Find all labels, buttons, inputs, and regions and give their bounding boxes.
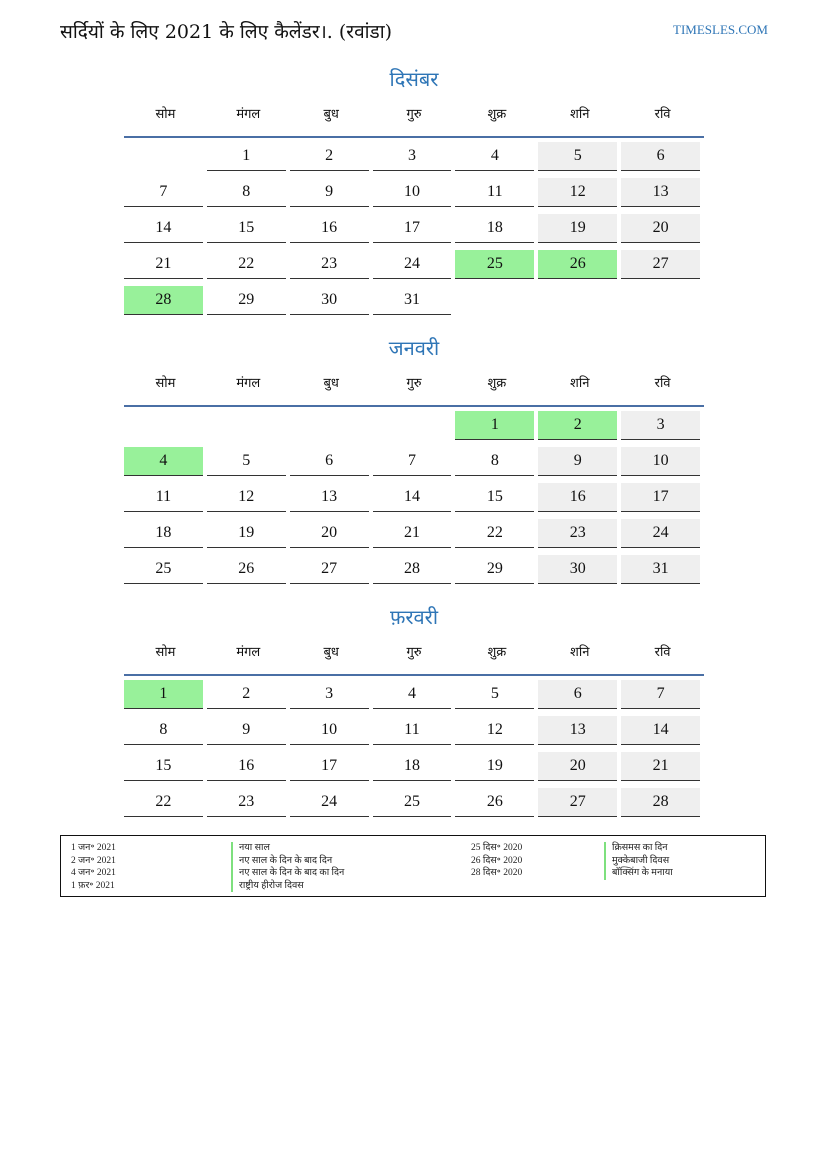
day-number: 15 [124,752,203,781]
day-number: 4 [455,142,534,171]
day-cell[interactable] [621,443,704,479]
day-number: 23 [290,250,369,279]
day-number: 17 [373,214,452,243]
holiday-name: नए साल के दिन के बाद का दिन [231,867,344,880]
weekday-label: शुक्र [487,376,507,391]
day-number: 6 [538,680,617,709]
empty-cell [373,407,456,443]
day-cell[interactable] [290,210,373,246]
day-number: 24 [621,519,700,548]
day-number: 3 [621,411,700,440]
day-number: 23 [207,788,286,817]
day-number: 16 [290,214,369,243]
day-number: 31 [621,555,700,584]
day-number: 27 [621,250,700,279]
day-cell[interactable] [124,210,207,246]
week-row [124,551,704,587]
empty-cell [207,407,290,443]
week-row [124,712,704,748]
day-number: 5 [538,142,617,171]
day-cell[interactable] [621,174,704,210]
day-cell[interactable] [290,515,373,551]
day-cell[interactable] [621,407,704,443]
day-cell[interactable] [621,479,704,515]
day-cell[interactable] [373,138,456,174]
day-cell[interactable] [455,443,538,479]
day-number: 5 [455,680,534,709]
empty-cell [621,282,704,318]
weekday-label: बुध [323,376,339,391]
day-number: 11 [373,716,452,745]
day-number: 4 [124,447,203,476]
weekday-label: शुक्र [487,107,507,122]
day-cell[interactable] [207,515,290,551]
day-number: 26 [207,555,286,584]
empty-cell [538,282,621,318]
day-number [621,286,700,315]
month-calendar [124,602,704,820]
day-number: 12 [455,716,534,745]
day-cell[interactable] [373,174,456,210]
day-cell[interactable] [207,551,290,587]
holiday-name: क्रिसमस का दिन [604,842,673,855]
day-number [124,142,203,171]
holiday-date: 28 दिस॰ 2020 [471,868,523,879]
day-cell[interactable] [290,676,373,712]
month-calendar [124,64,704,318]
day-cell[interactable] [124,282,207,318]
day-cell[interactable] [621,748,704,784]
day-cell[interactable] [124,712,207,748]
day-number: 14 [373,483,452,512]
week-row [124,676,704,712]
day-number: 10 [373,178,452,207]
day-number: 15 [455,483,534,512]
day-number [455,286,534,315]
weekday-label: रवि [654,645,671,660]
weekday-label: मंगल [236,376,261,391]
day-cell[interactable] [621,551,704,587]
day-cell[interactable] [124,443,207,479]
day-number: 9 [207,716,286,745]
day-number [538,286,617,315]
day-number: 7 [621,680,700,709]
weekday-label: शुक्र [487,645,507,660]
day-cell[interactable] [538,712,621,748]
day-number: 21 [373,519,452,548]
day-number: 26 [538,250,617,279]
day-cell[interactable] [290,784,373,820]
site-link[interactable]: TIMESLES.COM [673,22,768,37]
day-cell[interactable] [290,712,373,748]
day-number: 22 [455,519,534,548]
day-cell[interactable] [373,479,456,515]
day-number: 31 [373,286,452,315]
day-number: 9 [538,447,617,476]
day-number: 12 [207,483,286,512]
weekday-label: सोम [155,645,176,660]
weekday-label: गुरु [406,376,422,391]
day-cell[interactable] [290,551,373,587]
day-number [124,411,203,440]
weekday-label: सोम [155,107,176,122]
day-cell[interactable] [290,138,373,174]
day-number: 18 [373,752,452,781]
weekday-label: रवि [654,376,671,391]
day-number: 1 [207,142,286,171]
day-cell[interactable] [538,748,621,784]
day-cell[interactable] [455,712,538,748]
day-cell[interactable] [538,784,621,820]
holiday-date: 25 दिस॰ 2020 [471,843,523,853]
day-cell[interactable] [373,748,456,784]
month-name: जनवरी [388,336,440,360]
day-number: 19 [455,752,534,781]
day-cell[interactable] [124,676,207,712]
day-number: 2 [207,680,286,709]
day-cell[interactable] [373,282,456,318]
day-cell[interactable] [373,210,456,246]
day-number: 8 [455,447,534,476]
day-cell[interactable] [538,174,621,210]
day-cell[interactable] [455,676,538,712]
weekday-header [124,640,704,676]
week-row [124,479,704,515]
week-row [124,407,704,443]
weekday-label: गुरु [406,107,422,122]
page-title: सर्दियों के लिए 2021 के लिए कैलेंडर।. (रवांडा) [60,21,393,43]
weekday-label: सोम [155,376,176,391]
day-number: 11 [455,178,534,207]
day-cell[interactable] [373,551,456,587]
day-cell[interactable] [538,443,621,479]
day-number: 27 [290,555,369,584]
day-number: 2 [538,411,617,440]
day-cell[interactable] [290,748,373,784]
week-row [124,138,704,174]
day-cell[interactable] [373,676,456,712]
day-cell[interactable] [207,246,290,282]
day-cell[interactable] [538,479,621,515]
day-cell[interactable] [538,246,621,282]
day-cell[interactable] [455,515,538,551]
day-number: 4 [373,680,452,709]
day-number: 21 [621,752,700,781]
day-number: 24 [290,788,369,817]
weekday-label: मंगल [236,107,261,122]
day-number: 13 [621,178,700,207]
day-cell[interactable] [455,407,538,443]
day-number: 20 [538,752,617,781]
holiday-date: 4 जन॰ 2021 [71,868,116,879]
day-cell[interactable] [621,515,704,551]
day-number: 29 [455,555,534,584]
day-number: 18 [124,519,203,548]
day-number: 23 [538,519,617,548]
day-cell[interactable] [290,282,373,318]
day-number: 25 [124,555,203,584]
day-number: 7 [124,178,203,207]
day-number: 19 [207,519,286,548]
day-number: 13 [538,716,617,745]
day-cell[interactable] [538,676,621,712]
day-number: 26 [455,788,534,817]
holiday-legend [60,835,766,897]
weekday-header [124,102,704,138]
day-cell[interactable] [207,479,290,515]
day-cell[interactable] [455,784,538,820]
day-number: 20 [621,214,700,243]
day-number [373,411,452,440]
weekday-label: बुध [323,645,339,660]
day-cell[interactable] [290,246,373,282]
empty-cell [290,407,373,443]
day-cell[interactable] [207,282,290,318]
day-number: 25 [373,788,452,817]
day-number: 11 [124,483,203,512]
week-row [124,748,704,784]
day-cell[interactable] [621,210,704,246]
day-number: 28 [373,555,452,584]
day-cell[interactable] [538,551,621,587]
day-cell[interactable] [538,138,621,174]
day-number: 16 [207,752,286,781]
day-number: 17 [621,483,700,512]
week-row [124,282,704,318]
day-cell[interactable] [621,138,704,174]
day-cell[interactable] [373,515,456,551]
week-row [124,443,704,479]
day-number: 3 [290,680,369,709]
day-cell[interactable] [207,443,290,479]
day-number: 10 [290,716,369,745]
day-number: 16 [538,483,617,512]
day-cell[interactable] [621,246,704,282]
weekday-label: मंगल [236,645,261,660]
day-cell[interactable] [290,174,373,210]
week-row [124,784,704,820]
day-cell[interactable] [455,138,538,174]
day-number [207,411,286,440]
day-number: 14 [621,716,700,745]
day-cell[interactable] [455,210,538,246]
weekday-header [124,371,704,407]
month-calendar [124,333,704,587]
day-number: 8 [207,178,286,207]
day-number: 27 [538,788,617,817]
day-number: 19 [538,214,617,243]
day-number: 17 [290,752,369,781]
month-name: फ़रवरी [389,605,439,629]
day-number [290,411,369,440]
day-cell[interactable] [124,784,207,820]
day-number: 6 [290,447,369,476]
holiday-date: 1 फ़र॰ 2021 [71,880,115,891]
day-number: 22 [124,788,203,817]
weekday-label: शनि [570,107,590,122]
day-number: 3 [373,142,452,171]
day-cell[interactable] [207,210,290,246]
day-number: 6 [621,142,700,171]
day-number: 13 [290,483,369,512]
weekday-label: शनि [570,376,590,391]
day-cell[interactable] [621,676,704,712]
day-cell[interactable] [124,246,207,282]
day-cell[interactable] [538,210,621,246]
day-cell[interactable] [621,712,704,748]
week-row [124,174,704,210]
day-number: 30 [290,286,369,315]
week-row [124,210,704,246]
day-number: 15 [207,214,286,243]
day-cell[interactable] [621,784,704,820]
holiday-name: राष्ट्रीय हीरोज दिवस [231,880,344,893]
holiday-date: 2 जन॰ 2021 [71,855,116,866]
weekday-label: रवि [654,107,671,122]
holiday-name: बॉक्सिंग के मनाया [604,867,673,880]
day-number: 24 [373,250,452,279]
holiday-name: मुक्केबाजी दिवस [604,855,673,868]
day-number: 21 [124,250,203,279]
day-cell[interactable] [373,712,456,748]
day-cell[interactable] [124,515,207,551]
holiday-date: 1 जन॰ 2021 [71,843,116,853]
day-number: 22 [207,250,286,279]
weekday-label: शनि [570,645,590,660]
day-number: 28 [124,286,203,315]
day-cell[interactable] [207,748,290,784]
day-cell[interactable] [373,246,456,282]
day-cell[interactable] [538,515,621,551]
day-number: 29 [207,286,286,315]
month-name: दिसंबर [389,67,439,91]
day-cell[interactable] [290,479,373,515]
empty-cell [124,138,207,174]
empty-cell [124,407,207,443]
weekday-label: गुरु [406,645,422,660]
empty-cell [455,282,538,318]
holiday-name: नया साल [231,842,344,855]
day-cell[interactable] [290,443,373,479]
day-number: 18 [455,214,534,243]
day-cell[interactable] [207,712,290,748]
holiday-name: नए साल के दिन के बाद दिन [231,855,344,868]
day-number: 2 [290,142,369,171]
day-cell[interactable] [124,174,207,210]
week-row [124,515,704,551]
day-number: 5 [207,447,286,476]
day-number: 10 [621,447,700,476]
day-number: 12 [538,178,617,207]
weekday-label: बुध [323,107,339,122]
day-number: 28 [621,788,700,817]
week-row [124,246,704,282]
day-cell[interactable] [373,784,456,820]
holiday-date: 26 दिस॰ 2020 [471,855,523,866]
day-number: 8 [124,716,203,745]
day-cell[interactable] [455,174,538,210]
day-cell[interactable] [207,138,290,174]
day-cell[interactable] [455,479,538,515]
day-number: 20 [290,519,369,548]
day-cell[interactable] [124,551,207,587]
day-number: 25 [455,250,534,279]
day-number: 9 [290,178,369,207]
day-number: 30 [538,555,617,584]
day-number: 7 [373,447,452,476]
day-cell[interactable] [373,443,456,479]
day-cell[interactable] [124,479,207,515]
day-number: 14 [124,214,203,243]
day-cell[interactable] [207,174,290,210]
day-cell[interactable] [455,748,538,784]
day-number: 1 [455,411,534,440]
day-cell[interactable] [124,748,207,784]
day-cell[interactable] [455,551,538,587]
day-cell[interactable] [207,784,290,820]
day-cell[interactable] [538,407,621,443]
day-cell[interactable] [207,676,290,712]
day-number: 1 [124,680,203,709]
day-cell[interactable] [455,246,538,282]
